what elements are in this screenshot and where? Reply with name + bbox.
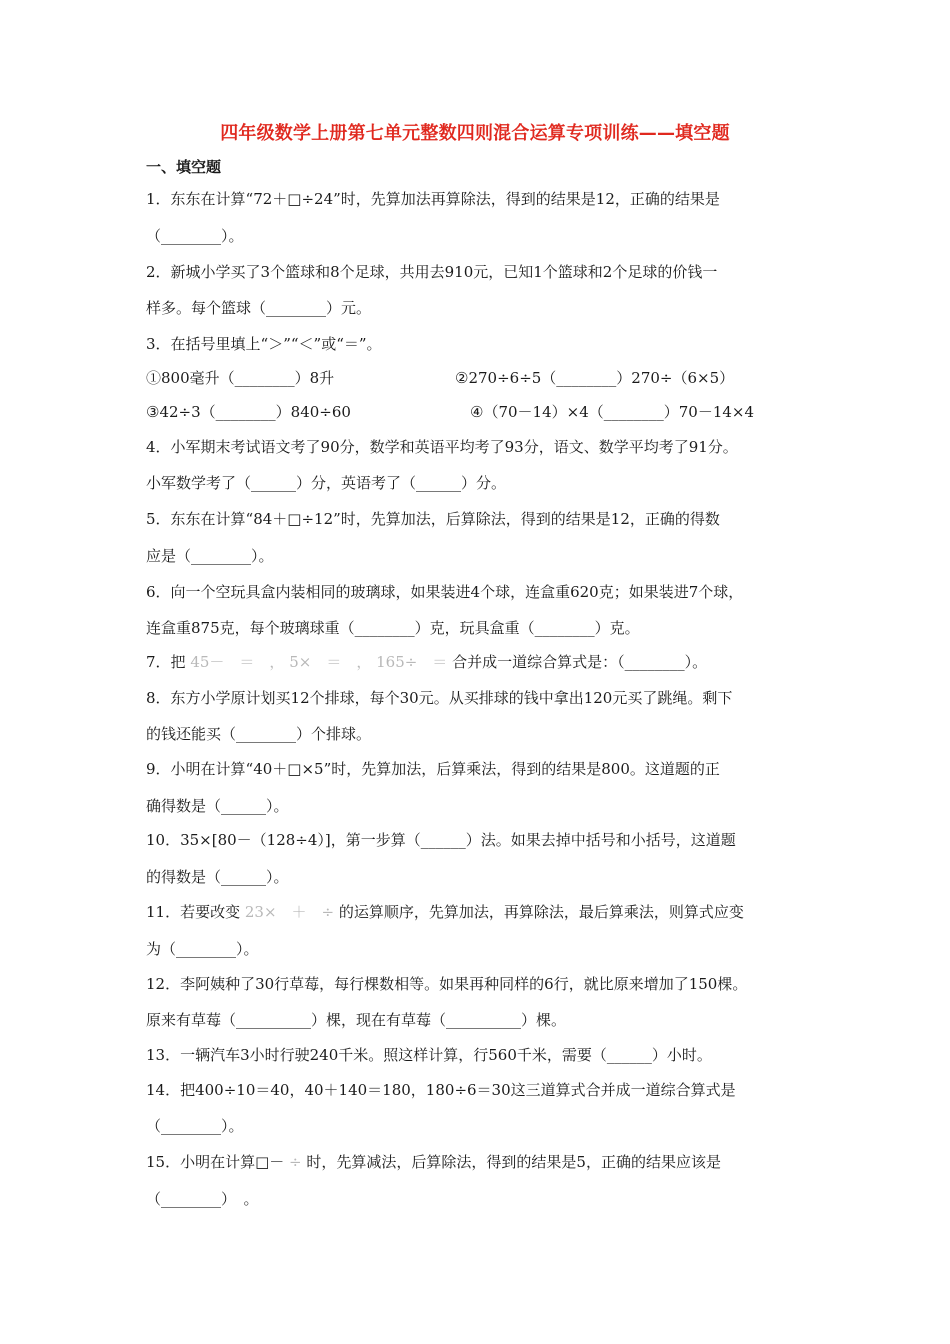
question-11-expression: 23× ＋ ÷ bbox=[244, 903, 335, 921]
question-11-suffix: 的运算顺序，先算加法，再算除法，最后算乘法，则算式应变 bbox=[338, 903, 744, 921]
question-3-part-a: ①800毫升（________）8升 bbox=[146, 369, 335, 387]
question-7-expr-3: 165÷ ＝ bbox=[376, 653, 448, 671]
question-10-line-2: 的得数是（______）。 bbox=[146, 868, 289, 886]
question-7-expr-1: 45－ ＝ ， bbox=[190, 653, 285, 671]
question-14-line-2: （________）。 bbox=[146, 1117, 244, 1135]
question-3-part-d: ④（70－14）×4（________）70－14×4 bbox=[470, 403, 755, 421]
question-7-suffix: 合并成一道综合算式是：（________）。 bbox=[452, 653, 708, 671]
question-4-line-2: 小军数学考了（______）分，英语考了（______）分。 bbox=[146, 474, 507, 492]
question-7-prefix: 7．把 bbox=[146, 653, 186, 671]
question-9-line-2: 确得数是（______）。 bbox=[146, 797, 289, 815]
question-11-line-2: 为（________）。 bbox=[146, 940, 259, 958]
question-12-line-1: 12．李阿姨种了30行草莓，每行棵数相等。如果再种同样的6行，就比原来增加了150棵。 bbox=[146, 975, 748, 993]
question-7-expr-2: 5× ＝ ， bbox=[289, 653, 372, 671]
question-15-suffix: 时，先算减法，后算除法，得到的结果是5，正确的结果应该是 bbox=[306, 1153, 721, 1171]
question-8-line-2: 的钱还能买（________）个排球。 bbox=[146, 725, 372, 743]
question-2-line-2: 样多。每个篮球（________）元。 bbox=[146, 299, 372, 317]
question-3-line-1: 3．在括号里填上“＞”“＜”或“＝”。 bbox=[146, 335, 382, 353]
question-12-line-2: 原来有草莓（__________）棵，现在有草莓（__________）棵。 bbox=[146, 1011, 567, 1029]
question-15-prefix: 15．小明在计算□－ bbox=[146, 1153, 285, 1171]
question-15-line-2: （________） 。 bbox=[146, 1190, 259, 1208]
question-1-line-2: （________）。 bbox=[146, 227, 244, 245]
question-8-line-1: 8．东方小学原计划买12个排球，每个30元。从买排球的钱中拿出120元买了跳绳。剩下 bbox=[146, 689, 733, 707]
question-10-line-1: 10．35×[80－（128÷4）]，第一步算（______）法。如果去掉中括号和小括号，这道题 bbox=[146, 831, 736, 849]
question-15-expression: ÷ bbox=[289, 1153, 302, 1171]
section-heading: 一、填空题 bbox=[146, 158, 222, 176]
question-11-line-1 bbox=[146, 901, 744, 923]
question-7-line bbox=[146, 651, 707, 673]
question-6-line-1: 6．向一个空玩具盒内装相同的玻璃球，如果装进4个球，连盒重620克；如果装进7个球， bbox=[146, 583, 744, 601]
question-13-line-1: 13．一辆汽车3小时行驶240千米。照这样计算，行560千米，需要（______）小时。 bbox=[146, 1046, 712, 1064]
question-2-line-1: 2．新城小学买了3个篮球和8个足球，共用去910元，已知1个篮球和2个足球的价钱一 bbox=[146, 263, 718, 281]
question-3-part-c: ③42÷3（________）840÷60 bbox=[146, 403, 351, 421]
question-4-line-1: 4．小军期末考试语文考了90分，数学和英语平均考了93分，语文、数学平均考了91分。 bbox=[146, 438, 738, 456]
question-9-line-1: 9．小明在计算“40＋□×5”时，先算加法，后算乘法，得到的结果是800。这道题的正 bbox=[146, 760, 720, 778]
page-title: 四年级数学上册第七单元整数四则混合运算专项训练——填空题 bbox=[220, 123, 730, 144]
question-3-part-b: ②270÷6÷5（________）270÷（6×5） bbox=[455, 369, 735, 387]
question-15-line-1 bbox=[146, 1151, 721, 1173]
question-5-line-1: 5．东东在计算“84＋□÷12”时，先算加法，后算除法，得到的结果是12，正确的得数 bbox=[146, 510, 720, 528]
question-5-line-2: 应是（________）。 bbox=[146, 547, 274, 565]
question-1-line-1: 1．东东在计算“72＋□÷24”时，先算加法再算除法，得到的结果是12，正确的结果是 bbox=[146, 190, 720, 208]
question-14-line-1: 14．把400÷10＝40，40＋140＝180，180÷6＝30这三道算式合并成一道综合算式是 bbox=[146, 1081, 736, 1099]
question-6-line-2: 连盒重875克，每个玻璃球重（________）克，玩具盒重（________）克。 bbox=[146, 619, 640, 637]
question-11-prefix: 11．若要改变 bbox=[146, 903, 241, 921]
